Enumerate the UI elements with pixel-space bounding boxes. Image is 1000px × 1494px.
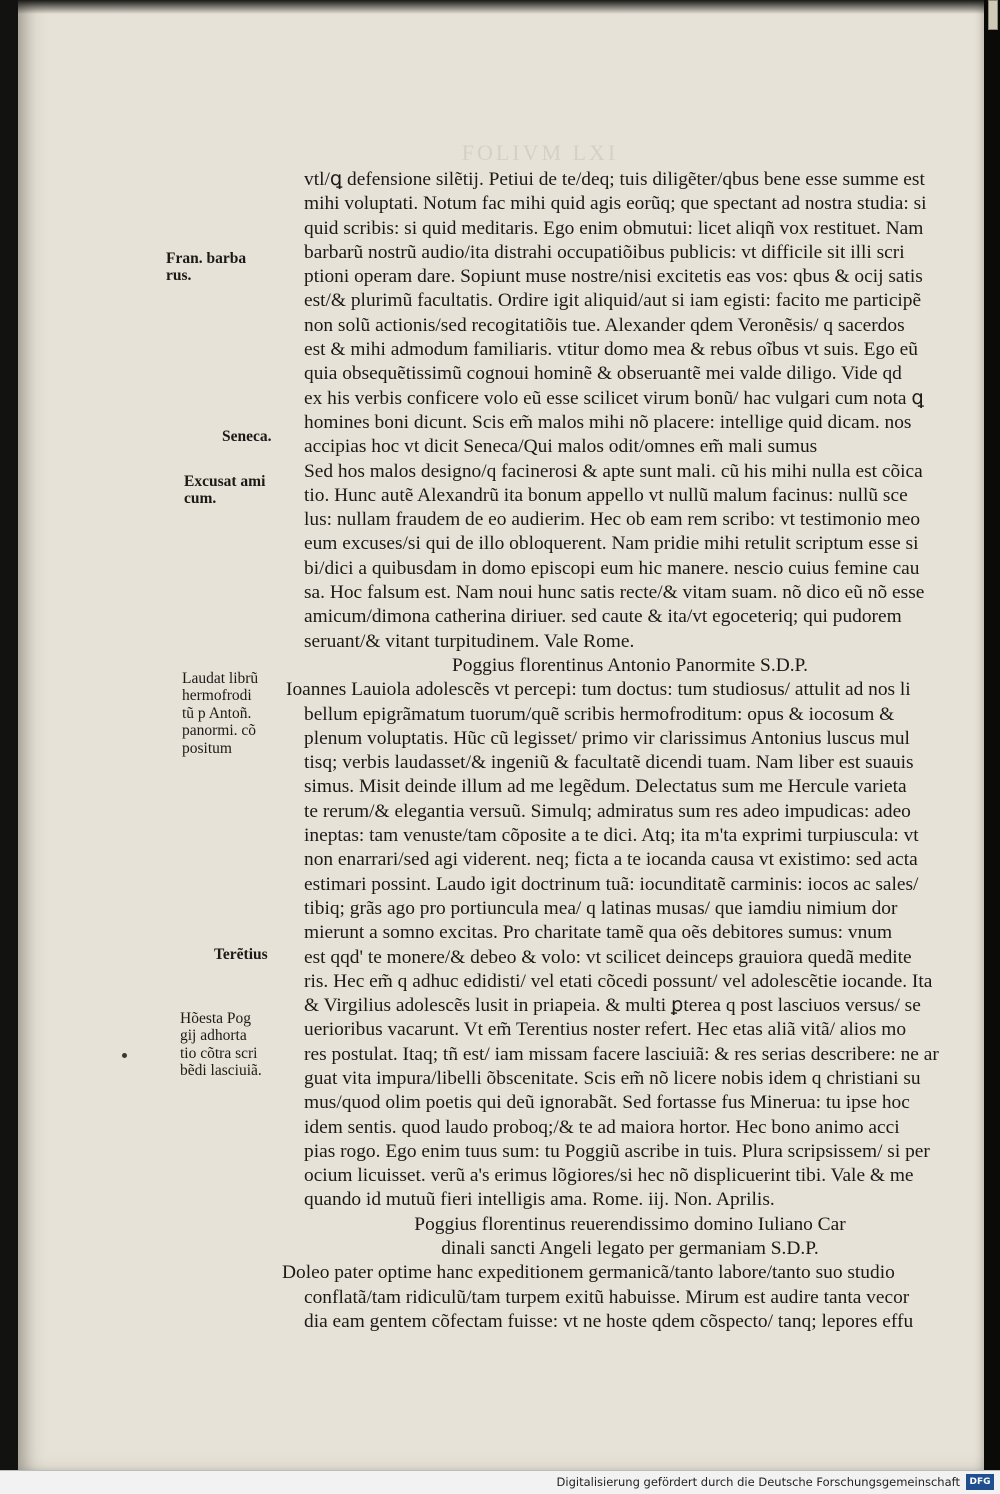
text-line: uerioribus vacarunt. Vt em̃ Terentius noster refert. Hec etas aliã vitã/ alios mo xyxy=(304,1019,907,1041)
text-line: pias rogo. Ego enim tuus sum: tu Poggiũ ascribe in tuis. Plura scripsissem/ si per xyxy=(304,1140,930,1162)
text-line: Sed hos malos designo/q facinerosi & apte sunt mali. cũ his mihi nulla est cõica xyxy=(304,460,923,482)
margin-note-excusat: Excusat ami cum. xyxy=(184,473,266,508)
text-line: seruant/& vitant turpitudinem. Vale Rome. xyxy=(304,630,635,652)
text-line: est & mihi admodum familiaris. vtitur domo mea & rebus oĩbus vt suis. Ego eũ xyxy=(304,339,918,361)
text-line: sa. Hoc falsum est. Nam noui hunc satis recte/& vitam suam. nõ dico eũ nõ esse xyxy=(304,582,925,604)
text-line: quid scribis: si quid meditaris. Ego enim obmutui: licet aliqñ vox restituet. Nam xyxy=(304,217,924,239)
text-line: vtl/ꝗ defensione silẽtij. Petiui de te/deq; tuis diligẽter/qbus bene esse summe est xyxy=(304,169,925,190)
margin-dot xyxy=(122,1053,127,1058)
text-line: quando id mutuũ fieri intelligis ama. Rome. iij. Non. Aprilis. xyxy=(304,1189,775,1211)
text-line: Doleo pater optime hanc expeditionem germanicã/tanto labore/tanto suo studio xyxy=(282,1262,895,1284)
text-line: ocium licuisset. verũ a's erimus lõgiores/si hec nõ displicuerint tibi. Vale & me xyxy=(304,1165,914,1187)
footer-credit: Digitalisierung gefördert durch die Deutsche Forschungsgemeinschaft xyxy=(556,1475,960,1489)
text-line: amicum/dimona catherina diriuer. sed caute & ita/vt egoceteriq; qui pudorem xyxy=(304,606,902,628)
letter-heading: dinali sancti Angeli legato per germaniam S.D.P. xyxy=(441,1238,819,1260)
text-line: bellum epigrãmatum tuorum/quẽ scribis hermofroditum: opus & iocosum & xyxy=(304,703,895,725)
text-line: mihi voluptati. Notum fac mihi quid agis eorũq; que spectant ad nostra studia: si xyxy=(304,193,927,215)
page-edge-shadow xyxy=(18,0,984,14)
text-line: & Virgilius adolescẽs lusit in priapeia. & multi ꝑterea q post lasciuos versus/ se xyxy=(304,995,921,1017)
text-line: est/& plurimũ facultatis. Ordire igit aliquid/aut si iam egisti: facito me participẽ xyxy=(304,290,922,312)
margin-note-barbarus: Fran. barba rus. xyxy=(166,250,247,285)
text-line: homines boni dicunt. Scis em̃ malos mihi nõ placere: intellige quid dicam. nos xyxy=(304,411,912,433)
page-clip xyxy=(988,0,998,30)
text-line: dia eam gentem cõfectam fuisse: vt ne hoste qdem cõspecto/ tanq; lepores effu xyxy=(304,1310,914,1332)
dfg-logo: DFG xyxy=(966,1474,994,1490)
text-line: te rerum/& elegantia versuũ. Simulq; admiratus sum res adeo impudicas: adeo xyxy=(304,800,911,822)
text-line: ptioni operam dare. Sopiunt muse nostre/nisi excitetis eas vos: qbus & ocij satis xyxy=(304,266,923,288)
margin-note-terentius: Terẽtius xyxy=(214,946,268,963)
text-line: lus: nullam fraudem de eo audierim. Hec ob eam rem scribo: vt testimonio meo xyxy=(304,509,921,531)
text-line: accipias hoc vt dicit Seneca/Qui malos odit/omnes em̃ mali sumus xyxy=(304,436,818,458)
text-line: conflatã/tam ridiculũ/tam turpem exitũ habuisse. Mirum est audire tanta vecor xyxy=(304,1286,910,1308)
text-line: Ioannes Lauiola adolescẽs vt percepi: tum doctus: tum studiosus/ attulit ad nos li xyxy=(286,679,911,701)
text-line: estimari possint. Laudo igit doctrinum tuã: iocunditatẽ carminis: iocos ac sales/ xyxy=(304,873,919,895)
margin-note-honesta: Hõesta Pog gij adhorta tio cõtra scri bẽdi lasciuiã. xyxy=(180,1010,262,1080)
letter-heading: Poggius florentinus reuerendissimo domino Iuliano Car xyxy=(414,1213,846,1235)
margin-note-laudat: Laudat librũ hermofrodi tũ p Antoñ. panormi. cõ positum xyxy=(182,670,259,757)
book-edge xyxy=(984,0,1000,1470)
text-line: mierunt a somno excitas. Pro charitate tamẽ qua oẽs debitores sumus: vnum xyxy=(304,922,893,944)
body-text xyxy=(282,168,956,1334)
text-line: ex his verbis conficere volo eũ esse scilicet virum bonũ/ hac vulgari cum nota ꝗ xyxy=(304,387,924,409)
text-line: tibiq; grãs ago pro portiuncula mea/ q latinas musas/ que iamdiu nimium dor xyxy=(304,897,898,919)
margin-note-seneca: Seneca. xyxy=(222,428,272,445)
text-line: non enarrari/sed agi viderent. neq; ficta a te iocanda causa vt existimo: sed acta xyxy=(304,849,918,871)
text-line: est qqd' te monere/& debeo & volo: vt scilicet deinceps grauiora quedã medite xyxy=(304,946,912,968)
text-line: mus/quod olim poetis qui deũ ignorabãt. Sed fortasse fus Minerua: tu ipse hoc xyxy=(304,1092,910,1114)
text-line: guat vita impura/libelli õbscenitate. Scis em̃ nõ licere nobis idem q christiani su xyxy=(304,1067,921,1089)
text-line: idem sentis. quod laudo proboq;/& te ad maiora hortor. Hec bono animo acci xyxy=(304,1116,900,1138)
text-line: plenum voluptatis. Hũc cũ legisset/ primo vir clarissimus Antonius luscus mul xyxy=(304,727,910,749)
text-line: ineptas: tam venuste/tam cõposite a te dici. Atq; ita m'ta exprimi turpiuscula: vt xyxy=(304,825,919,847)
text-line: res postulat. Itaq; tñ est/ iam missam facere lasciuiã: & res serias describere: ne ar xyxy=(304,1043,939,1065)
letter-heading: Poggius florentinus Antonio Panormite S.D.P. xyxy=(451,654,809,676)
folio-header: FOLIVM LXI xyxy=(461,140,619,165)
text-line: bi/dici a quibusdam in domo episcopi eum hic manere. nescio cuius femine cau xyxy=(304,557,920,579)
text-line: simus. Misit deinde illum ad me legẽdum. Delectatus sum me Hercule varieta xyxy=(304,776,907,798)
text-line: tio. Hunc autẽ Alexandrũ ita bonum appello vt nullũ malum facinus: nullũ sce xyxy=(304,484,908,506)
footer-bar xyxy=(0,1470,1000,1494)
text-line: quia obsequẽtissimũ cognoui hominẽ & obseruantẽ mei valde diligo. Vide qd xyxy=(304,363,902,385)
text-line: ris. Hec em̃ q adhuc edidisti/ vel etati cõcedi possunt/ vel adolescẽtie iocande. Ita xyxy=(304,970,933,992)
text-line: eum excuses/si qui de illo obloquerent. Nam pridie mihi retulit scriptum esse si xyxy=(304,533,919,555)
text-line: tisq; verbis laudasset/& ingeniũ & facultatẽ dicendi tuam. Nam liber est suauis xyxy=(304,752,914,774)
text-line: non solũ actionis/sed recogitatiõis tue. Alexander qdem Veronẽsis/ q sacerdos xyxy=(304,314,905,336)
text-line: barbarũ nostrũ audio/ita distrahi occupatiõibus publicis: vt difficile sit illi scri xyxy=(304,241,905,263)
